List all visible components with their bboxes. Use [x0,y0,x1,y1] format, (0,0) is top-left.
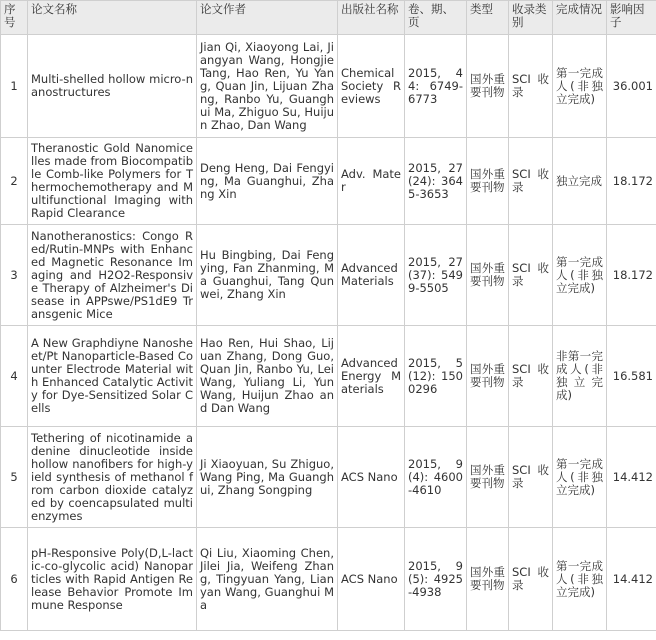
cell-completion: 非第一完成人(非独立完成) [553,326,607,427]
cell-volume: 2015, 27(24): 3645-3653 [405,138,467,225]
cell-publisher: ACS Nano [338,528,405,631]
cell-title: Multi-shelled hollow micro-nanostructures [28,35,197,138]
cell-no: 1 [1,35,28,138]
cell-authors: Hu Bingbing, Dai Fengying, Fan Zhanming, Ma Guanghui, Tang Qunwei, Zhang Xin [197,225,338,326]
cell-publisher: ACS Nano [338,427,405,528]
cell-type: 国外重要刊物 [467,427,509,528]
cell-publisher: Adv. Mater [338,138,405,225]
cell-completion: 第一完成人(非独立完成) [553,225,607,326]
cell-indexed: SCI收录 [509,35,553,138]
header-impact: 影响因子 [607,1,656,35]
header-completion: 完成情况 [553,1,607,35]
table-row [1,427,656,528]
cell-type: 国外重要刊物 [467,528,509,631]
cell-volume: 2015, 9(5): 4925-4938 [405,528,467,631]
cell-impact: 18.172 [607,225,656,326]
cell-completion: 独立完成 [553,138,607,225]
table-row [1,528,656,631]
cell-impact: 18.172 [607,138,656,225]
cell-title: pH-Responsive Poly(D,L-lactic-co-glycolic acid) Nanoparticles with Rapid Antigen Release Behavior Promote Immune Response [28,528,197,631]
cell-no: 2 [1,138,28,225]
cell-title: A New Graphdiyne Nanosheet/Pt Nanoparticle-Based Counter Electrode Material with Enhanced Catalytic Activity for Dye-Sensitized Solar Cells [28,326,197,427]
cell-no: 4 [1,326,28,427]
cell-publisher: Advanced Energy Materials [338,326,405,427]
cell-volume: 2015, 27(37): 5499-5505 [405,225,467,326]
cell-indexed: SCI收录 [509,225,553,326]
cell-indexed: SCI收录 [509,427,553,528]
cell-authors: Qi Liu, Xiaoming Chen, Jilei Jia, Weifeng Zhang, Tingyuan Yang, Lianyan Wang, Guanghui Ma [197,528,338,631]
cell-volume: 2015, 9(4): 4600-4610 [405,427,467,528]
cell-impact: 36.001 [607,35,656,138]
cell-no: 5 [1,427,28,528]
cell-type: 国外重要刊物 [467,326,509,427]
header-publisher: 出版社名称 [338,1,405,35]
cell-title: Tethering of nicotinamide adenine dinucleotide inside hollow nanofibers for high-yield synthesis of methanol from carbon dioxide catalyzed by coencapsulated multienzymes [28,427,197,528]
cell-authors: Hao Ren, Hui Shao, Lijuan Zhang, Dong Guo, Quan Jin, Ranbo Yu, Lei Wang, Yuliang Li, Yun Wang, Huijun Zhao and Dan Wang [197,326,338,427]
cell-no: 3 [1,225,28,326]
header-no: 序号 [1,1,28,35]
cell-authors: Jian Qi, Xiaoyong Lai, Jiangyan Wang, Hongjie Tang, Hao Ren, Yu Yang, Quan Jin, Lijuan Zhang, Ranbo Yu, Guanghui Ma, Zhiguo Su, Huijun Zhao, Dan Wang [197,35,338,138]
header-row [1,1,656,35]
cell-indexed: SCI收录 [509,528,553,631]
cell-indexed: SCI收录 [509,138,553,225]
cell-indexed: SCI收录 [509,326,553,427]
header-volume: 卷、期、页 [405,1,467,35]
cell-impact: 16.581 [607,326,656,427]
cell-publisher: Chemical Society Reviews [338,35,405,138]
header-type: 类型 [467,1,509,35]
table-row [1,326,656,427]
cell-authors: Deng Heng, Dai Fengying, Ma Guanghui, Zhang Xin [197,138,338,225]
header-indexed: 收录类别 [509,1,553,35]
cell-completion: 第一完成人(非独立完成) [553,427,607,528]
header-authors: 论文作者 [197,1,338,35]
cell-volume: 2015, 44: 6749-6773 [405,35,467,138]
cell-type: 国外重要刊物 [467,138,509,225]
cell-completion: 第一完成人(非独立完成) [553,528,607,631]
cell-impact: 14.412 [607,427,656,528]
cell-publisher: Advanced Materials [338,225,405,326]
cell-no: 6 [1,528,28,631]
cell-title: Nanotheranostics: Congo Red/Rutin-MNPs with Enhanced Magnetic Resonance Imaging and H2O2-Responsive Therapy of Alzheimer's Disease in APPswe/PS1dE9 Transgenic Mice [28,225,197,326]
cell-completion: 第一完成人(非独立完成) [553,35,607,138]
cell-title: Theranostic Gold Nanomicelles made from Biocompatible Comb-like Polymers for Thermochemotherapy and Multifunctional Imaging with Rapid Clearance [28,138,197,225]
cell-type: 国外重要刊物 [467,35,509,138]
header-title: 论文名称 [28,1,197,35]
cell-authors: Ji Xiaoyuan, Su Zhiguo, Wang Ping, Ma Guanghui, Zhang Songping [197,427,338,528]
cell-type: 国外重要刊物 [467,225,509,326]
table-row [1,225,656,326]
table-row [1,35,656,138]
cell-impact: 14.412 [607,528,656,631]
cell-volume: 2015, 5(12): 1500296 [405,326,467,427]
table-row [1,138,656,225]
